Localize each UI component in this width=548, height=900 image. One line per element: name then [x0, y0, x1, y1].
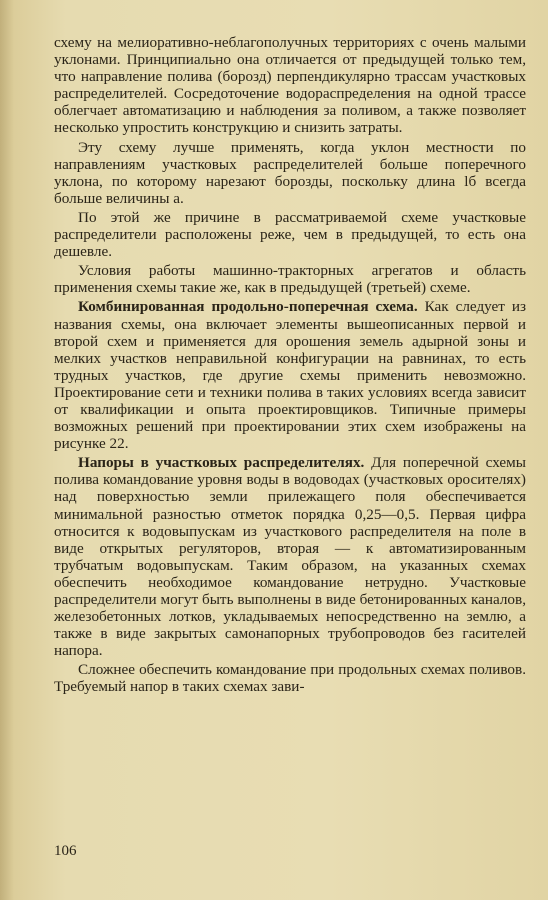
paragraph-1: [54, 34, 526, 137]
spine-shadow: [0, 0, 14, 900]
section-heading-combined-scheme: Комбинированная продольно-поперечная схема.: [78, 298, 418, 316]
paragraph-7: [54, 661, 526, 695]
paragraph-text: Эту схему лучше применять, когда уклон местности по направлениям участковых распределителей больше поперечного уклона, по которому нарезают борозды, поскольку длина lб всегда больше величины a.: [54, 138, 526, 207]
section-heading-pressures: Напоры в участковых распределителях.: [78, 454, 365, 472]
paragraph-text: По этой же причине в рассматриваемой схеме участковые распределители расположены реже, чем в предыдущей, то есть она дешевле.: [54, 208, 526, 261]
paragraph-3: [54, 209, 526, 260]
paragraph-text: Для поперечной схемы полива командование уровня воды в водоводах (участковых оросителях) над поверхностью земли прилежащего поля обеспечивается минимальной разностью отметок порядка 0,25—0,5. Первая цифра относится к водовыпускам из участкового распределителя на поле в виде открытых регуляторов, вторая — к автоматизированным трубчатым водовыпускам. Таким образом, на указанных схемах обеспечить необходимое командование нетрудно. Участковые распределители могут быть выполнены в виде бетонированных каналов, железобетонных лотков, укладываемых непосредственно на землю, а также в виде закрытых самонапорных трубопроводов без гасителей напора.: [54, 454, 526, 660]
paragraph-text: схему на мелиоративно-неблагополучных территориях с очень малыми уклонами. Принципиально она отличается от предыдущей только тем, что направление полива (борозд) перпендикулярно трассам участковых распределителей. Сосредоточение водораспределения на одной трассе облегчает автоматизацию и наблюдения за поливом, а также позволяет несколько упростить конструкцию и снизить затраты.: [54, 34, 526, 137]
paragraph-text: Сложнее обеспечить командование при продольных схемах поливов. Требуемый напор в таких схемах зави-: [54, 661, 526, 696]
paragraph-text: Как следует из названия схемы, она включает элементы вышеописанных первой и второй схем и применяется для орошения земель адырной зоны и мелких участков неправильной конфигурации на равнинах, то есть трудных участков, где другие схемы применить невозможно. Проектирование сети и техники полива в таких условиях всегда зависит от квалификации и опыта проектировщиков. Типичные примеры возможных решений при проектировании этих схем изображены на рисунке 22.: [54, 298, 526, 453]
page-number: 106: [54, 843, 77, 859]
body-text: [54, 34, 526, 696]
paragraph-text: Условия работы машинно-тракторных агрегатов и область применения схемы такие же, как в предыдущей (третьей) схеме.: [54, 262, 526, 297]
paragraph-2: [54, 139, 526, 207]
paragraph-5: [54, 298, 526, 452]
paragraph-6: [54, 454, 526, 659]
paragraph-4: [54, 262, 526, 296]
